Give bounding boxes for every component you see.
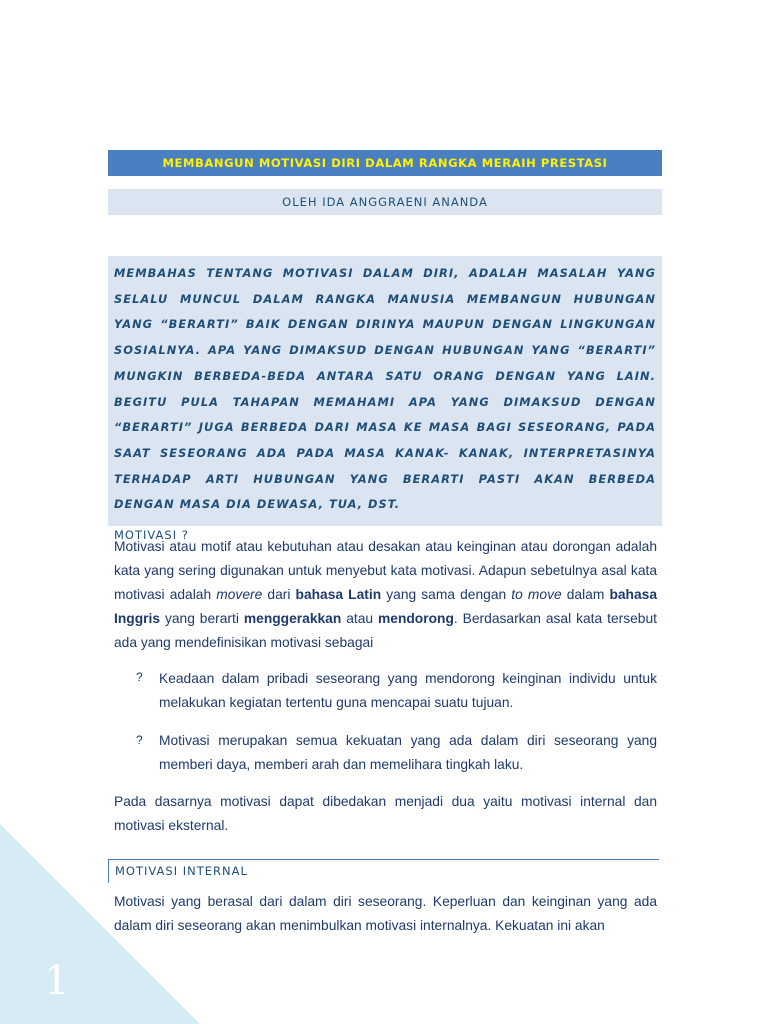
term-mendorong: mendorong [378,611,454,626]
term-menggerakkan: menggerakkan [243,611,342,626]
intro-box [108,256,662,543]
bullet-item: Keadaan dalam pribadi seseorang yang mendorong keinginan individu untuk melakukan kegiatan tertentu guna mencapai suatu tujuan. [159,671,657,710]
page-number: 1 [44,958,70,1004]
term-bahasa-latin: bahasa Latin [295,587,382,602]
term-movere: movere [216,587,263,602]
paragraph-types: Pada dasarnya motivasi dapat dibedakan menjadi dua yaitu motivasi internal dan motivasi eksternal. [114,794,657,833]
intro-paragraph: MEMBAHAS TENTANG MOTIVASI DALAM DIRI, ADALAH MASALAH YANG SELALU MUNCUL DALAM RANGKA MANUSIA MEMBANGUN HUBUNGAN YANG “BERARTI” BAIK DENGAN DIRINYA MAUPUN DENGAN LINGKUNGAN SOSIALNYA. APA YANG DIMAKSUD DENGAN HUBUNGAN YANG “BERARTI” MUNGKIN BERBEDA-BEDA ANTARA SATU ORANG DENGAN YANG LAIN. BEGITU PULA TAHAPAN MEMAHAMI APA YANG DIMAKSUD DENGAN “BERARTI” JUGA BERBEDA DARI MASA KE MASA BAGI SESEORANG, PADA SAAT SESEORANG ADA PADA MASA KANAK- KANAK, INTERPRETASINYA TERHADAP ARTI HUBUNGAN YANG BERARTI PASTI AKAN BERBEDA DENGAN MASA DIA DEWASA, TUA, DST. [114,266,656,512]
paragraph-definition: Motivasi atau motif atau kebutuhan atau desakan atau keinginan atau dorongan adalah kata yang sering digunakan untuk menyebut kata motivasi. Adapun sebetulnya asal kata motivasi adalah movere dari bahasa Latin yang sama dengan to move dalam bahasa Inggris yang berarti menggerakkan atau mendorong. Berdasarkan asal kata tersebut ada yang mendefinisikan motivasi sebagai [114,539,658,650]
paragraph-internal: Motivasi yang berasal dari dalam diri seseorang. Keperluan dan keinginan yang ada dalam diri seseorang akan menimbulkan motivasi internalnya. Kekuatan ini akan [114,894,657,933]
bullet-item: Motivasi merupakan semua kekuatan yang ada dalam diri seseorang yang memberi daya, memberi arah dan memelihara tingkah laku. [159,733,657,772]
author-line: OLEH IDA ANGGRAENI ANANDA [108,189,662,215]
heading-motivasi-internal: MOTIVASI INTERNAL [108,859,659,883]
document-title: MEMBANGUN MOTIVASI DIRI DALAM RANGKA MERAIH PRESTASI [108,150,662,176]
term-to-move: to move [511,587,562,602]
bullet-marker: ? [136,733,143,747]
heading-motivasi: MOTIVASI ? [114,528,189,543]
bullet-marker: ? [136,670,143,684]
term-bahasa-inggris: bahasa Inggris [114,587,658,626]
